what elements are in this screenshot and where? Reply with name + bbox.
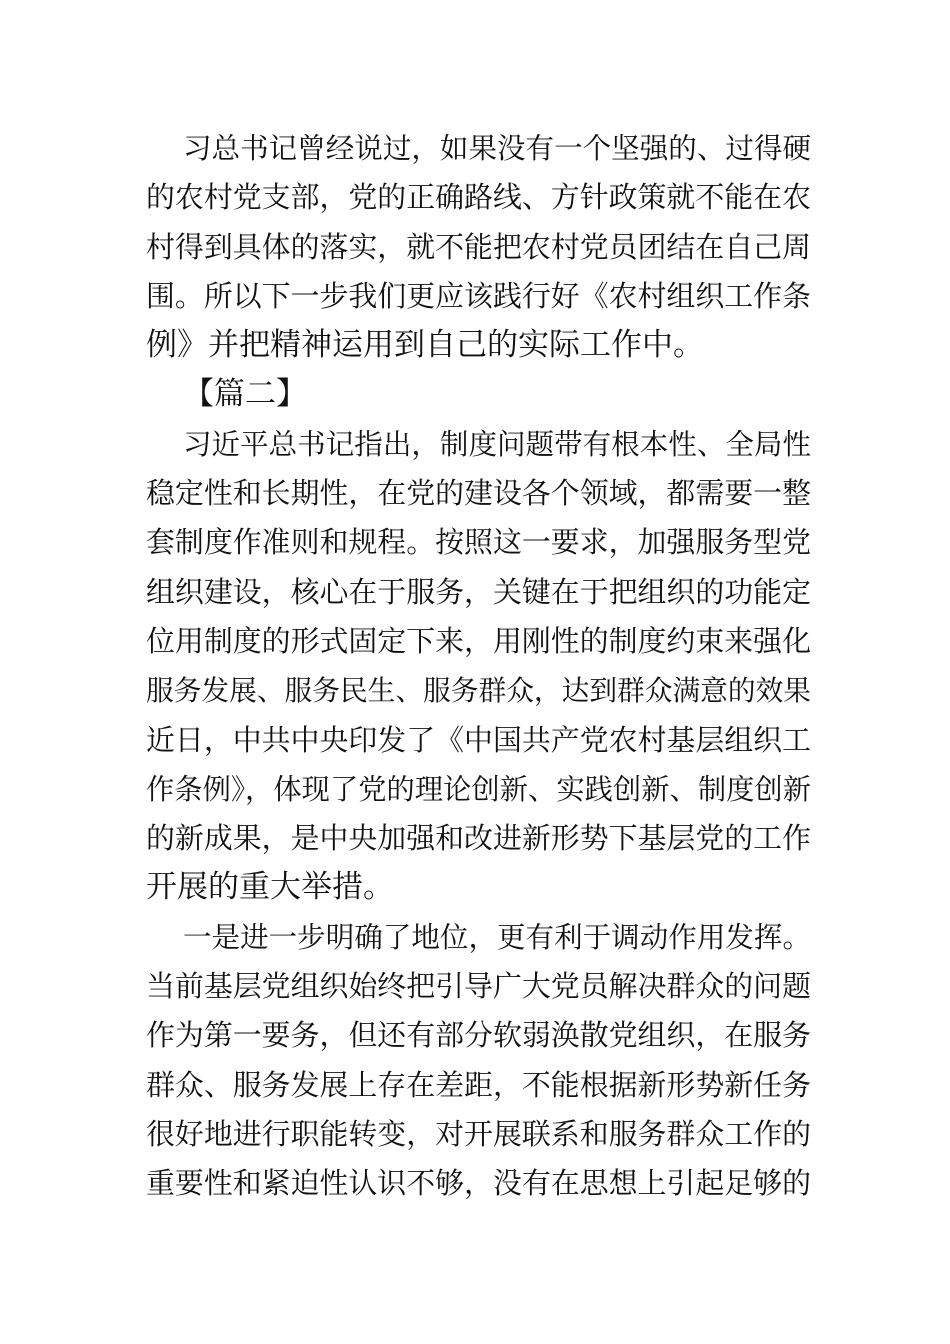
paragraph-line: 村得到具体的落实，就不能把农村党员团结在自己周 [146,229,811,264]
paragraph-line: 的新成果，是中央加强和改进新形势下基层党的工作 [146,821,811,856]
paragraph-line: 一是进一步明确了地位，更有利于调动作用发挥。 [183,920,811,954]
section-heading: 【篇二】 [183,376,307,413]
document-body [146,124,811,1209]
paragraph-line: 习总书记曾经说过，如果没有一个坚强的、过得硬 [183,132,811,165]
paragraph-line: 套制度作准则和规程。按照这一要求，加强服务型党 [146,525,811,560]
paragraph-line: 例》并把精神运用到自己的实际工作中。 [146,327,704,364]
paragraph-line: 开展的重大举措。 [146,869,394,906]
paragraph-line: 重要性和紧迫性认识不够，没有在思想上引起足够的 [146,1166,811,1201]
paragraph-line: 群众、服务发展上存在差距，不能根据新形势新任务 [146,1067,811,1102]
paragraph-line: 近日，中共中央印发了《中国共产党农村基层组织工 [146,722,811,757]
paragraph-line: 作为第一要务，但还有部分软弱涣散党组织，在服务 [146,1018,811,1053]
paragraph-line: 的农村党支部，党的正确路线、方针政策就不能在农 [146,180,811,215]
paragraph-line: 稳定性和长期性，在党的建设各个领域，都需要一整 [146,476,811,511]
paragraph-line: 围。所以下一步我们更应该践行好《农村组织工作条 [146,278,811,313]
paragraph-line: 作条例》，体现了党的理论创新、实践创新、制度创新 [146,772,811,806]
paragraph-line: 位用制度的形式固定下来，用刚性的制度约束来强化 [146,623,811,658]
paragraph-line: 组织建设，核心在于服务，关键在于把组织的功能定 [146,574,811,609]
paragraph-line: 服务发展、服务民生、服务群众，达到群众满意的效果 [146,674,811,708]
paragraph-line: 很好地进行职能转变，对开展联系和服务群众工作的 [146,1116,811,1151]
paragraph-line: 当前基层党组织始终把引导广大党员解决群众的问题 [146,969,811,1004]
paragraph-line: 习近平总书记指出，制度问题带有根本性、全局性 [183,427,811,461]
